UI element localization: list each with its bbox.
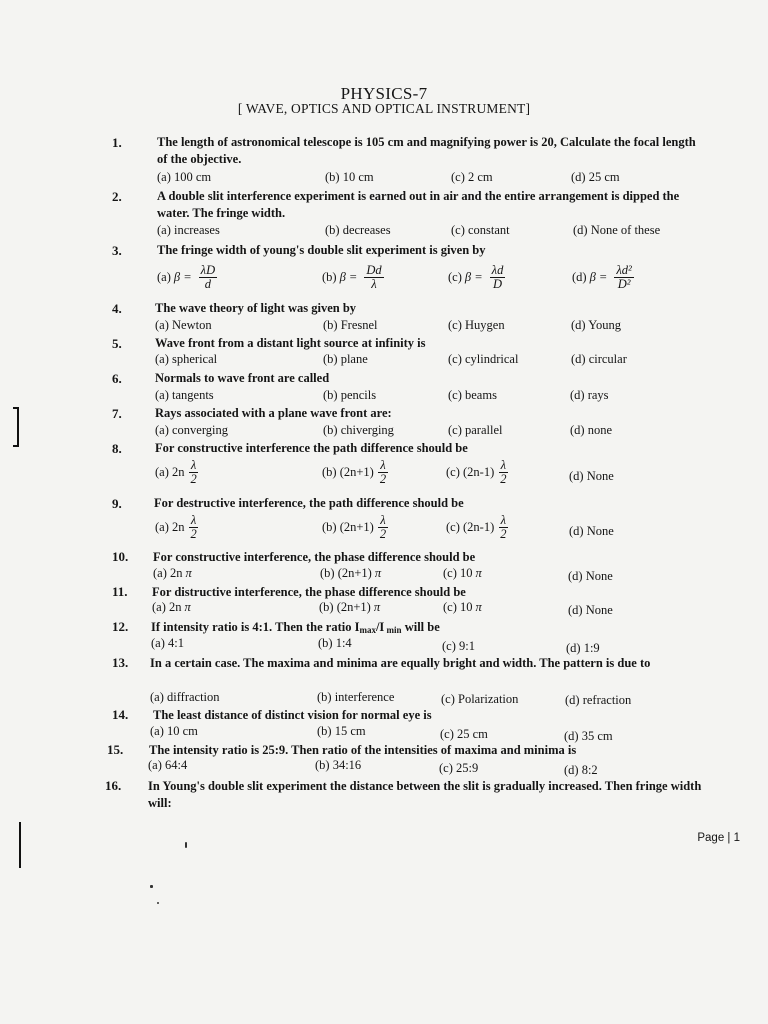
question-text: Wave front from a distant light source at infinity is xyxy=(155,336,426,350)
option-b: (b) (2n+1) $\frac{\lambda}{2}$ xyxy=(322,458,387,486)
option-c: (c) β = $\frac{\lambda d}{D}$ xyxy=(448,263,504,291)
option-b: (b) interference xyxy=(317,690,395,704)
option-c: (c) constant xyxy=(451,223,510,237)
formula-fraction: $\frac{\text{λd²}}{\text{D²}}$ xyxy=(616,263,632,291)
binding-mark-bottom xyxy=(19,822,21,868)
question-number: 8. xyxy=(112,441,122,456)
option-b: (b) plane xyxy=(323,352,368,366)
question-text: For constructive interference, the phase difference should be xyxy=(153,550,476,564)
lambda-fraction: $\frac{\lambda}{2}$ xyxy=(500,513,507,541)
option-a: (a) tangents xyxy=(155,388,214,402)
page-subtitle: [ WAVE, OPTICS AND OPTICAL INSTRUMENT] xyxy=(237,101,531,116)
lambda-fraction: $\frac{\lambda}{2}$ xyxy=(379,513,387,541)
option-b: (b) 10 cm xyxy=(325,170,374,184)
option-d: (d) rays xyxy=(570,388,609,402)
option-a: (a) 2n $\frac{\lambda}{2}$ xyxy=(155,458,197,486)
question-number: 4. xyxy=(112,301,122,316)
option-d: (d) refraction xyxy=(565,693,632,707)
option-c: (c) 25 cm xyxy=(440,727,488,741)
option-d: (d) 1:9 xyxy=(566,641,600,655)
option-a: (a) Newton xyxy=(155,318,212,332)
option-d: (d) 35 cm xyxy=(564,729,613,743)
question-text: For distructive interference, the phase difference should be xyxy=(152,585,466,599)
option-d: (d) 25 cm xyxy=(571,170,620,184)
option-a: (a) β = $\frac{\lambda D}{d}$ xyxy=(157,263,216,291)
question-number: 9. xyxy=(112,496,122,511)
binding-mark-top xyxy=(17,407,19,447)
lambda-fraction: $\frac{\lambda}{2}$ xyxy=(190,458,197,486)
question-number: 11. xyxy=(112,584,128,599)
option-d: (d) none xyxy=(570,423,612,437)
option-a: (a) 4:1 xyxy=(151,636,184,650)
question-number: 14. xyxy=(112,707,129,722)
option-a: (a) 64:4 xyxy=(148,758,188,772)
option-d: (d) None xyxy=(568,569,613,583)
page-number: Page | 1 xyxy=(697,832,740,844)
question-number: 13. xyxy=(112,655,129,670)
option-c: (c) beams xyxy=(448,388,497,402)
option-a: (a) 2n π xyxy=(152,600,191,614)
lambda-fraction: $\frac{\lambda}{2}$ xyxy=(379,458,387,486)
option-b: (b) 34:16 xyxy=(315,758,362,772)
formula-fraction: $\frac{Dd}{\lambda}$ xyxy=(366,263,382,291)
option-c: (c) 25:9 xyxy=(439,761,479,775)
lambda-fraction: $\frac{\lambda}{2}$ xyxy=(190,513,197,541)
formula-fraction: $\frac{\lambda d}{D}$ xyxy=(491,263,504,291)
option-b: (b) β = $\frac{Dd}{\lambda}$ xyxy=(322,263,382,291)
question-text: The intensity ratio is 25:9. Then ratio of the intensities of maxima and minima is xyxy=(149,743,577,757)
question-number: 3. xyxy=(112,243,122,258)
option-c: (c) Huygen xyxy=(448,318,505,332)
scan-speck xyxy=(185,842,187,848)
option-b: (b) Fresnel xyxy=(323,318,378,332)
option-d: (d) 8:2 xyxy=(564,763,598,777)
question-text: In Young's double slit experiment the distance between the slit is gradually increased. Then fringe width will: xyxy=(148,779,702,810)
question-number: 10. xyxy=(112,549,129,564)
question-text: The wave theory of light was given by xyxy=(155,301,357,315)
option-a: (a) 10 cm xyxy=(150,724,198,738)
option-c: (c) 9:1 xyxy=(442,639,475,653)
option-d: (d) None xyxy=(569,524,614,538)
question-text: The length of astronomical telescope is 105 cm and magnifying power is 20, Calculate the focal length of the objective. xyxy=(157,135,696,166)
option-c: (c) parallel xyxy=(448,423,503,437)
option-a: (a) converging xyxy=(155,423,229,437)
question-text: For constructive interference the path difference should be xyxy=(155,441,468,455)
lambda-fraction: $\frac{\lambda}{2}$ xyxy=(500,458,507,486)
option-b: (b) 1:4 xyxy=(318,636,352,650)
option-d: (d) None xyxy=(568,603,613,617)
question-text: Rays associated with a plane wave front are: xyxy=(155,406,392,420)
option-d: (d) Young xyxy=(571,318,622,332)
option-a: (a) spherical xyxy=(155,352,218,366)
page-title: PHYSICS-7 xyxy=(340,84,428,103)
option-b: (b) pencils xyxy=(323,388,377,402)
question-text: The least distance of distinct vision for normal eye is xyxy=(153,708,432,722)
option-b: (b) (2n+1) π xyxy=(319,600,381,614)
option-d: (d) β = $\frac{\text{λd²}}{\text{D²}}$ xyxy=(572,263,632,291)
question-number: 15. xyxy=(107,742,124,757)
question-text: A double slit interference experiment is earned out in air and the entire arrangement is dipped the water. The fringe width. xyxy=(157,189,680,220)
binding-mark-top-cap xyxy=(13,407,19,409)
option-a: (a) 2n π xyxy=(153,566,192,580)
question-text: In a certain case. The maxima and minima are equally bright and width. The pattern is due to xyxy=(150,656,651,670)
question-number: 1. xyxy=(112,135,122,150)
scan-speck xyxy=(157,902,159,904)
option-c: (c) 10 π xyxy=(443,566,482,580)
option-a: (a) 2n $\frac{\lambda}{2}$ xyxy=(155,513,197,541)
question-number: 2. xyxy=(112,189,122,204)
question-number: 12. xyxy=(112,619,129,634)
option-c: (c) 10 π xyxy=(443,600,482,614)
question-text: The fringe width of young's double slit experiment is given by xyxy=(157,243,486,257)
option-c: (c) cylindrical xyxy=(448,352,519,366)
option-c: (c) Polarization xyxy=(441,692,519,706)
question-number: 6. xyxy=(112,371,122,386)
binding-mark-top-foot xyxy=(13,445,19,447)
option-a: (a) diffraction xyxy=(150,690,220,704)
option-a: (a) increases xyxy=(157,223,220,237)
option-c: (c) (2n-1) $\frac{\lambda}{2}$ xyxy=(446,513,507,541)
option-b: (b) (2n+1) π xyxy=(320,566,382,580)
scan-speck xyxy=(150,885,153,888)
option-d: (d) None of these xyxy=(573,223,661,237)
option-d: (d) None xyxy=(569,469,614,483)
question-text: For destructive interference, the path difference should be xyxy=(154,496,464,510)
option-b: (b) 15 cm xyxy=(317,724,366,738)
option-b: (b) decreases xyxy=(325,223,391,237)
question-text: Normals to wave front are called xyxy=(155,371,330,385)
option-d: (d) circular xyxy=(571,352,627,366)
option-b: (b) (2n+1) $\frac{\lambda}{2}$ xyxy=(322,513,387,541)
option-b: (b) chiverging xyxy=(323,423,394,437)
question-text: If intensity ratio is 4:1. Then the ratio $I_{max}/I$ $_{min}$ will be xyxy=(151,620,440,635)
question-number: 7. xyxy=(112,406,122,421)
option-a: (a) 100 cm xyxy=(157,170,212,184)
formula-fraction: $\frac{\lambda D}{d}$ xyxy=(200,263,216,291)
question-number: 16. xyxy=(105,778,122,793)
option-c: (c) (2n-1) $\frac{\lambda}{2}$ xyxy=(446,458,507,486)
option-c: (c) 2 cm xyxy=(451,170,493,184)
question-number: 5. xyxy=(112,336,122,351)
